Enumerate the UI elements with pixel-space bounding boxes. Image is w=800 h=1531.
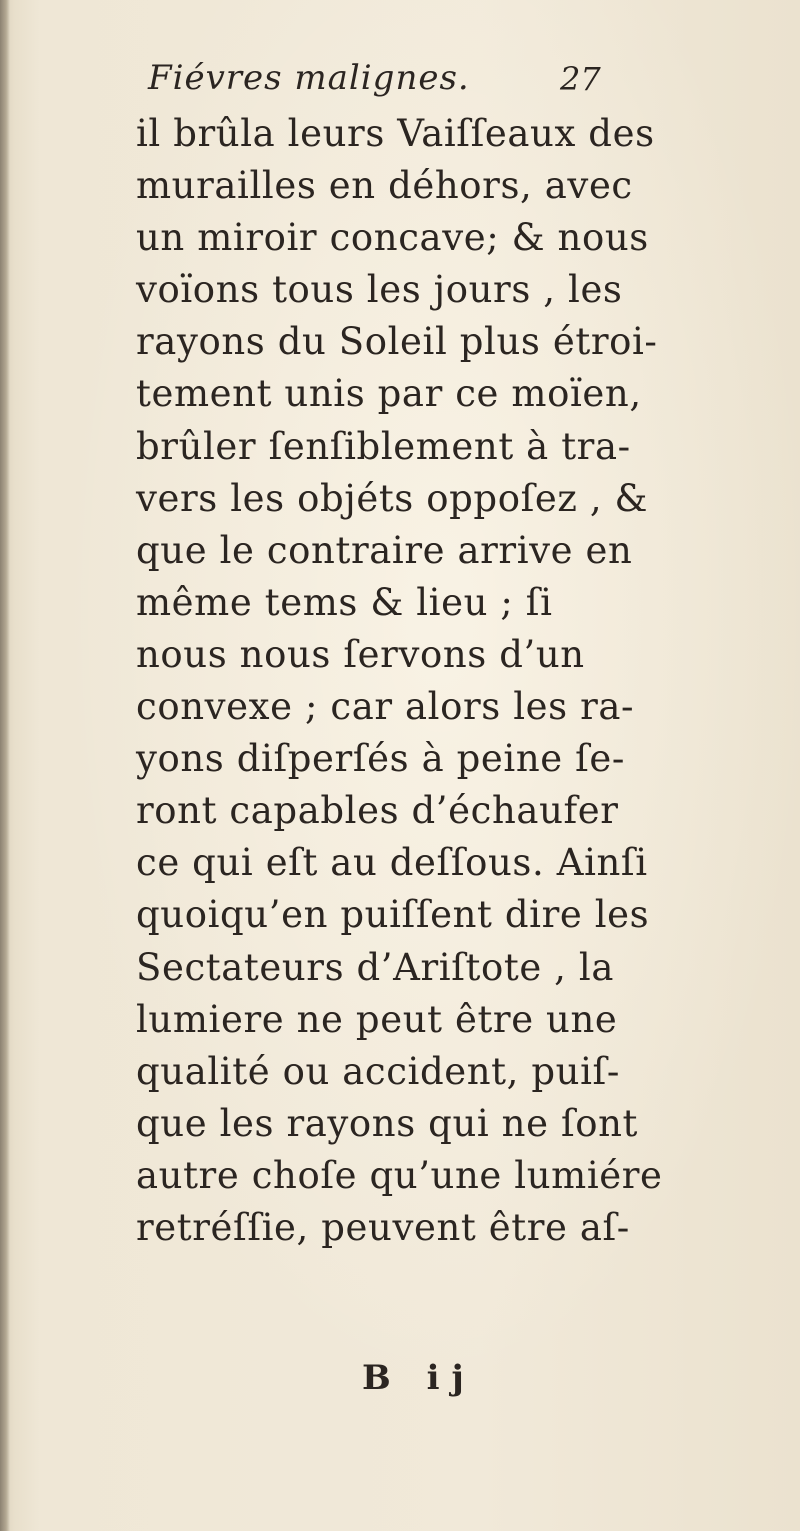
text-line: brûler ſenſiblement à tra- bbox=[136, 424, 631, 468]
text-line: que le contraire arrive en bbox=[136, 528, 633, 572]
text-line: nous nous ſervons d’un bbox=[136, 632, 585, 676]
text-line: voïons tous les jours , les bbox=[136, 268, 623, 312]
text-line: un miroir concave; & nous bbox=[136, 216, 649, 260]
text-line: que les rayons qui ne ſont bbox=[136, 1101, 639, 1145]
text-line: ront capables d’échaufer bbox=[136, 789, 619, 833]
binding-gutter bbox=[0, 0, 10, 1531]
text-line: ce qui eſt au deſſous. Ainſi bbox=[136, 841, 648, 885]
text-block bbox=[136, 108, 663, 1254]
text-line: Sectateurs d’Ariſtote , la bbox=[136, 945, 614, 989]
text-line: qualité ou accident, puiſ- bbox=[136, 1049, 620, 1093]
text-line: il brûla leurs Vaiſſeaux des bbox=[136, 112, 655, 155]
text-line: rayons du Soleil plus étroi- bbox=[136, 320, 658, 364]
running-title: Fiévres malignes. bbox=[148, 58, 470, 98]
text-line: lumiere ne peut être une bbox=[136, 997, 618, 1041]
text-line: retréſſie, peuvent être aſ- bbox=[136, 1205, 630, 1249]
signature-mark: B ij bbox=[362, 1358, 476, 1398]
text-line: convexe ; car alors les ra- bbox=[136, 685, 635, 729]
text-line: autre choſe qu’une lumiére bbox=[136, 1153, 663, 1197]
text-line: yons diſperſés à peine ſe- bbox=[136, 737, 625, 781]
text-line: même tems & lieu ; ſi bbox=[136, 580, 553, 624]
running-head bbox=[148, 58, 668, 106]
page-number: 27 bbox=[560, 60, 601, 98]
text-line: tement unis par ce moïen, bbox=[136, 372, 642, 416]
text-line: vers les objéts oppoſez , & bbox=[136, 476, 649, 520]
text-line: quoiqu’en puiſſent dire les bbox=[136, 893, 650, 937]
text-line: murailles en déhors, avec bbox=[136, 164, 633, 208]
